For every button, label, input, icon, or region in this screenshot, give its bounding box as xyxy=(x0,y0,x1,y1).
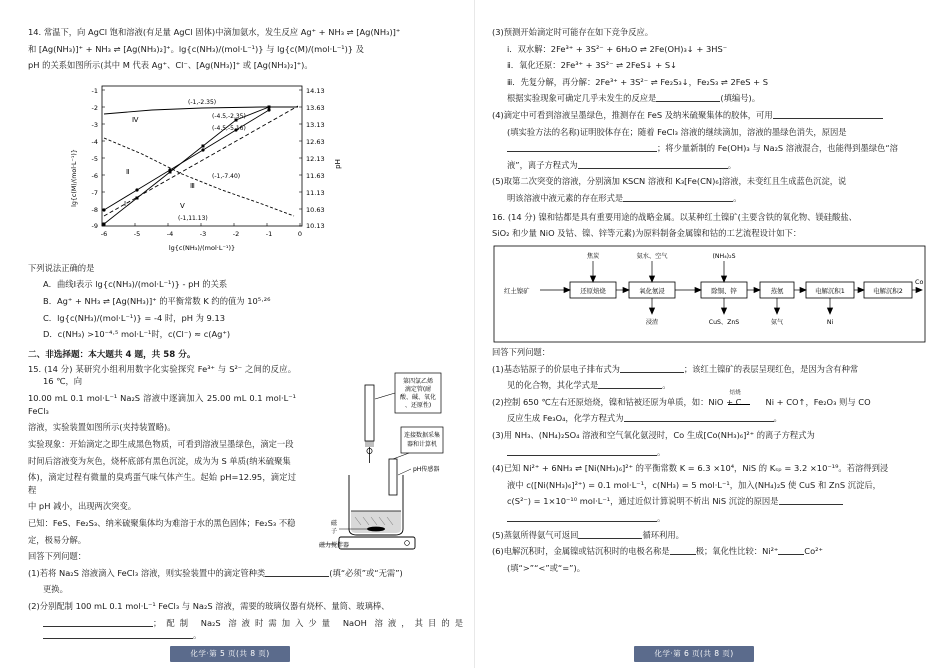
svg-text:10.13: 10.13 xyxy=(306,221,325,230)
svg-text:子: 子 xyxy=(331,527,338,535)
question-14-line2: 和 [Ag(NH₃)]⁺ + NH₃ ⇌ [Ag(NH₃)₂]⁺。lg{c(NH₃)/(mol·L⁻¹)} 与 lg{c(M)/(mol·L⁻¹)} 及 xyxy=(28,43,365,54)
svg-text:11.63: 11.63 xyxy=(306,171,325,180)
question-16-sub4-end: 。 xyxy=(657,513,666,524)
reaction-iii: ⅲ．先复分解，再分解：2Fe³⁺ + 3S²⁻ ⇌ Fe₂S₃↓，Fe₂S₃ ⇌ 2FeS + S xyxy=(507,76,768,87)
question-16-sub4-line3 xyxy=(492,495,927,508)
question-15-sub4 xyxy=(492,109,927,122)
question-16-sub2-end: 。 xyxy=(773,413,782,424)
question-15-line1 xyxy=(28,363,296,388)
svg-text:-3: -3 xyxy=(91,120,98,129)
question-16-sub4-text3: c(S²⁻) = 1×10⁻¹⁰ mol·L⁻¹，通过近似计算说明不析出 NiS 沉淀的原因是 xyxy=(507,496,779,507)
apparatus-svg xyxy=(291,359,469,555)
svg-text:电解沉积2: 电解沉积2 xyxy=(873,286,903,295)
question-16-sub2-text: (2)控制 650 ℃左右还原焙烧，镍和钴被还原为单质，如：NiO + C xyxy=(492,396,742,407)
answer-blank[interactable] xyxy=(265,568,329,577)
question-15-sub4-text4: 液”，离子方程式为 xyxy=(507,159,578,170)
question-14-option-a: A．曲线Ⅰ表示 lg{c(NH₃)/(mol·L⁻¹)} - pH 的关系 xyxy=(43,279,228,290)
answer-blank[interactable] xyxy=(507,143,657,152)
question-16-line2: SiO₂ 和少量 NiO 及钴、镍、锌等元素)为原料制备金属镍和钴的工艺流程设计如下： xyxy=(492,228,802,239)
question-16-sub5 xyxy=(492,529,927,542)
svg-text:除铜、锌: 除铜、锌 xyxy=(711,286,737,295)
svg-text:14.13: 14.13 xyxy=(306,86,325,95)
question-15-sub4-text3: ；将少量新制的 Fe(OH)₃ 与 Na₂S 溶液混合，也能得到墨绿色“溶 xyxy=(657,143,898,154)
question-16-sub5-end: 循环利用。 xyxy=(642,529,684,540)
question-16-sub6 xyxy=(492,545,927,558)
flowchart-svg xyxy=(492,244,927,344)
question-15-sub5-line2 xyxy=(492,192,927,205)
question-16-sub4-line2: 液中 c([Ni(NH₃)₆]²⁺) = 0.1 mol·L⁻¹，c(NH₃) = 5 mol·L⁻¹，加入(NH₄)₂S 使 CuS 和 ZnS 沉淀后， xyxy=(507,479,881,490)
svg-text:13.13: 13.13 xyxy=(306,120,325,129)
question-15-answer-title: 回答下列问题： xyxy=(28,551,87,562)
svg-text:0: 0 xyxy=(297,229,303,238)
question-16-sub1-text: (1)基态钴原子的价层电子排布式为 xyxy=(492,363,620,374)
svg-text:还原焙烧: 还原焙烧 xyxy=(580,286,606,295)
svg-text:pH: pH xyxy=(334,158,342,169)
question-16-sub1-end: 。 xyxy=(662,380,671,391)
svg-text:-6: -6 xyxy=(91,171,98,180)
question-15-sub4-line4 xyxy=(492,159,927,172)
question-15-score: (14 分) xyxy=(44,363,73,374)
svg-text:Ni: Ni xyxy=(826,318,834,326)
question-15-sub5-text: 明该溶液中液元素的存在形式是 xyxy=(507,193,624,204)
question-14-chart xyxy=(62,78,362,258)
question-15-exp-line3: 体)，滴定过程有微量的臭鸡蛋气味气体产生。起始 pH=12.95，滴定过程 xyxy=(28,472,296,495)
answer-blank[interactable] xyxy=(578,160,728,169)
svg-text:-1: -1 xyxy=(265,229,273,238)
question-15-known2: 定，极易分解。 xyxy=(28,534,87,545)
question-16-line1 xyxy=(492,211,927,224)
svg-text:Ⅴ: Ⅴ xyxy=(180,201,185,210)
question-15-sub1-text: (1)若将 Na₂S 溶液滴入 FeCl₃ 溶液，则实验装置中的滴定管种类 xyxy=(28,567,266,578)
svg-text:(-4.5,-5.16): (-4.5,-5.16) xyxy=(212,124,246,132)
question-16-sub1-hint: ；该红土镍矿的表层呈现红色，是因为含有种常 xyxy=(683,363,859,374)
question-15-exp-line2: 时间后溶液变为灰色，烧杯底部有黑色沉淀，成为为 S 单质(纳米硫聚集 xyxy=(28,455,291,466)
question-15-sub1-cont: 更换。 xyxy=(43,584,68,595)
svg-text:-4: -4 xyxy=(166,229,174,238)
reaction-ii: ⅱ．氧化还原：2Fe³⁺ + 3S²⁻ ⇌ 2FeS↓ + S↓ xyxy=(507,60,678,71)
svg-text:12.13: 12.13 xyxy=(306,154,325,163)
answer-blank[interactable] xyxy=(778,546,804,555)
svg-text:CuS、ZnS: CuS、ZnS xyxy=(708,318,740,326)
question-16-sub6-cont: (填“>”“<”或“=”)。 xyxy=(507,562,586,573)
svg-text:红土镍矿: 红土镍矿 xyxy=(504,286,530,295)
question-15-sub3: (3)预测开始滴定时可能存在如下竞争反应。 xyxy=(492,27,654,37)
svg-text:11.13: 11.13 xyxy=(306,188,325,197)
answer-blank[interactable] xyxy=(670,546,696,555)
right-column xyxy=(482,0,937,668)
answer-blank[interactable] xyxy=(656,93,720,102)
svg-text:(-1,11.13): (-1,11.13) xyxy=(178,214,208,222)
question-15-sub2-hint: ；配制 Na₂S 溶液时需加入少量 NaOH 溶液，其目的是 xyxy=(153,617,463,628)
svg-text:(-1,-2.35): (-1,-2.35) xyxy=(188,98,217,106)
chart-svg xyxy=(62,78,362,258)
svg-text:-4: -4 xyxy=(91,137,98,146)
exp-title: 实验现象： xyxy=(28,438,70,449)
question-14-option-d: D．c(NH₃) >10⁻⁴·⁵ mol·L⁻¹时，c(Cl⁻) ≈ c(Ag⁺) xyxy=(43,329,231,340)
svg-text:滴定管(耐: 滴定管(耐 xyxy=(404,385,432,393)
section-2-title: 二、非选择题：本大题共 4 题，共 58 分。 xyxy=(28,349,196,360)
question-16-sub3-cont xyxy=(492,446,927,459)
svg-text:pH传感器: pH传感器 xyxy=(413,465,440,473)
left-column xyxy=(18,0,473,668)
svg-text:-8: -8 xyxy=(91,205,98,214)
svg-text:(NH₄)₂S: (NH₄)₂S xyxy=(712,252,736,260)
answer-blank[interactable] xyxy=(43,618,153,627)
question-15-sub1 xyxy=(28,567,463,580)
question-16-sub6-text3: Co²⁺ xyxy=(804,546,823,557)
svg-text:-3: -3 xyxy=(199,229,207,238)
question-15-exp-line1 xyxy=(28,438,296,451)
svg-text:磁: 磁 xyxy=(331,519,338,527)
svg-text:-7: -7 xyxy=(91,188,98,197)
svg-text:焦炭: 焦炭 xyxy=(586,252,600,260)
question-15-sub4-text2: (填实验方法的名称)证明胶体存在；随着 FeCl₃ 溶液的继续滴加，溶液的墨绿色消失，原因是 xyxy=(507,126,847,137)
apparatus-figure xyxy=(291,359,469,555)
answer-blank[interactable] xyxy=(43,630,193,639)
svg-text:-5: -5 xyxy=(91,154,98,163)
reaction-i: ⅰ．双水解：2Fe³⁺ + 3S²⁻ + 6H₂O ⇌ 2Fe(OH)₃↓ + 3HS⁻ xyxy=(507,43,728,54)
footer-left: 化学·第 5 页(共 8 页) xyxy=(170,646,290,662)
answer-blank[interactable] xyxy=(623,193,733,202)
question-16-sub5-text: (5)蒸氨所得氨气可返回 xyxy=(492,529,579,540)
question-16-sub2: (2)控制 650 ℃左右还原焙烧，镍和钴被还原为单质，如：NiO + C 焙烧 Ni + CO↑，Fe₂O₃ 则与 CO xyxy=(492,389,871,407)
question-15-sub5: (5)取第二次突变的溶液，分别滴加 KSCN 溶液和 K₃[Fe(CN)₆]溶液，未变红且生成蓝色沉淀，说 xyxy=(492,176,847,187)
question-16-sub2-cont xyxy=(492,412,927,425)
svg-text:Co: Co xyxy=(915,277,924,286)
question-16-score: (14 分) xyxy=(507,211,536,222)
question-16-sub3 xyxy=(492,429,927,442)
svg-text:电解沉积1: 电解沉积1 xyxy=(815,286,845,295)
question-16-answer-title: 回答下列问题： xyxy=(492,346,551,357)
question-14-line1 xyxy=(28,26,463,39)
svg-text:酸、碱、氧化: 酸、碱、氧化 xyxy=(399,393,437,401)
question-16-sub1 xyxy=(492,363,927,376)
svg-text:-2: -2 xyxy=(232,229,240,238)
svg-text:lg{c(NH₃)/(mol·L⁻¹)}: lg{c(NH₃)/(mol·L⁻¹)} xyxy=(168,243,236,252)
svg-text:-5: -5 xyxy=(133,229,141,238)
question-16-flowchart xyxy=(492,244,927,344)
question-14-number: 14. xyxy=(28,27,42,37)
question-16-sub1-cont xyxy=(492,379,927,392)
question-15-line2: 10.00 mL 0.1 mol·L⁻¹ Na₂S 溶液中逐滴加入 25.00 mL 0.1 mol·L⁻¹ FeCl₃ xyxy=(28,393,296,416)
question-16-sub6-text2: 极；氧化性比较：Ni²⁺ xyxy=(695,546,779,557)
svg-text:磁力搅拌器: 磁力搅拌器 xyxy=(319,541,350,549)
svg-text:连接数据采集: 连接数据采集 xyxy=(403,431,441,439)
question-15-sub5-end: 。 xyxy=(733,193,742,204)
svg-text:lg{c(M)/(mol·L⁻¹)}: lg{c(M)/(mol·L⁻¹)} xyxy=(71,148,78,207)
question-16-sub4: (4)已知 Ni²⁺ + 6NH₃ ⇌ [Ni(NH₃)₆]²⁺ 的平衡常数 K = 6.3 ×10⁴，NiS 的 Kₛₚ = 3.2 ×10⁻¹⁹。若溶得到浸 xyxy=(492,463,889,474)
svg-text:Ⅲ: Ⅲ xyxy=(190,181,195,190)
svg-text:(-1,-7.40): (-1,-7.40) xyxy=(212,172,241,180)
svg-text:Ⅰ: Ⅰ xyxy=(124,199,127,208)
question-16-sub2-text3: 反应生成 Fe₃O₄，化学方程式为 xyxy=(507,413,624,424)
question-16-sub3-text: (3)用 NH₃、(NH₄)₂SO₄ 溶液和空气氧化氨浸时，Co 生成[Co(NH₃)₆]²⁺ 的离子方程式为 xyxy=(492,429,815,440)
question-15-number: 15. xyxy=(28,363,42,374)
question-15-sub3-conclusion xyxy=(492,92,927,105)
question-15-line3: 溶液，实验装置如图所示(夹持装置略)。 xyxy=(28,422,176,433)
question-15-sub4-end: 。 xyxy=(727,159,736,170)
question-16-sub4-line4 xyxy=(492,512,927,525)
svg-text:氧化氨浸: 氧化氨浸 xyxy=(639,286,665,295)
question-15-sub2 xyxy=(28,600,463,613)
svg-text:氨水、空气: 氨水、空气 xyxy=(636,252,668,260)
question-16-sub3-end: 。 xyxy=(657,446,666,457)
answer-blank[interactable] xyxy=(620,364,684,373)
exp-line1: 开始滴定之即生成黑色物质，可看到溶液呈墨绿色，滴定一段 xyxy=(69,438,294,449)
svg-text:Ⅱ: Ⅱ xyxy=(126,167,130,176)
answer-blank[interactable] xyxy=(624,413,774,422)
svg-text:-6: -6 xyxy=(100,229,108,238)
svg-text:浸渣: 浸渣 xyxy=(645,318,659,326)
question-14-option-b: B．Ag⁺ + NH₃ ⇌ [Ag(NH₃)]⁺ 的平衡常数 K 约的值为 10⁵·²⁶ xyxy=(43,296,271,307)
question-16-body1: 镍和钴都是具有重要用途的战略金属。以某种红土镍矿(主要含铁的氧化物、镁硅酸盐、 xyxy=(538,211,857,222)
answer-blank[interactable] xyxy=(779,496,843,505)
svg-text:(-4.5,-2.35): (-4.5,-2.35) xyxy=(212,112,246,120)
svg-text:、还原性): 、还原性) xyxy=(404,401,432,409)
question-15-known1: 已知：FeS、Fe₂S₃、纳米硫聚集体均为难溶于水的黑色固体；Fe₂S₃ 不稳 xyxy=(28,517,296,528)
column-divider xyxy=(474,0,475,668)
question-15-sub1-hint: (填“必须”或“无需”) xyxy=(329,567,403,578)
question-16-sub2-text2: Ni + CO↑，Fe₂O₃ 则与 CO xyxy=(765,396,871,407)
svg-text:器和计算机: 器和计算机 xyxy=(406,440,438,448)
question-14-prompt: 下列说法正确的是 xyxy=(28,262,95,273)
question-14-line3: pH 的关系如图所示(其中 M 代表 Ag⁺、Cl⁻、[Ag(NH₃)]⁺ 或 [Ag(NH₃)₂]⁺)。 xyxy=(28,60,313,71)
question-16-sub6-text: (6)电解沉积时，金属镍或钴沉积时的电极名称是 xyxy=(492,546,670,557)
answer-blank[interactable] xyxy=(773,110,883,119)
question-14-body1: 常温下，向 AgCl 饱和溶液(有足量 AgCl 固体)中滴加氨水，发生反应 Ag⁺ + NH₃ ⇌ [Ag(NH₃)]⁺ xyxy=(43,27,401,37)
svg-text:氨气: 氨气 xyxy=(770,318,784,326)
svg-text:第四氯乙烯: 第四氯乙烯 xyxy=(402,377,434,385)
answer-blank[interactable] xyxy=(598,380,662,389)
svg-text:13.63: 13.63 xyxy=(306,103,325,112)
svg-text:-1: -1 xyxy=(91,86,98,95)
footer-right: 化学·第 6 页(共 8 页) xyxy=(634,646,754,662)
answer-blank[interactable] xyxy=(507,447,657,456)
svg-text:蒸氨: 蒸氨 xyxy=(770,286,784,295)
answer-blank[interactable] xyxy=(507,513,657,522)
question-15-sub2-cont: ；配制 Na₂S 溶液时需加入少量 NaOH 溶液，其目的是。 xyxy=(28,617,463,642)
svg-text:10.63: 10.63 xyxy=(306,205,325,214)
question-15-sub3-text: 根据实验现象可确定几乎未发生的反应是 xyxy=(507,93,657,104)
svg-text:12.63: 12.63 xyxy=(306,137,325,146)
question-15-sub4-line3 xyxy=(492,142,927,155)
answer-blank[interactable] xyxy=(578,530,642,539)
question-16-sub1-text2: 见的化合物，其化学式是 xyxy=(507,380,599,391)
reaction-arrow-icon xyxy=(728,398,750,405)
question-15-exp-line4: 中 pH 减小，出现两次突变。 xyxy=(28,501,137,512)
question-16-number: 16. xyxy=(492,211,506,222)
svg-text:-9: -9 xyxy=(91,221,98,230)
question-15-sub2-text: (2)分别配制 100 mL 0.1 mol·L⁻¹ FeCl₃ 与 Na₂S 溶液，需要的玻璃仪器有烧杯、量筒、玻璃棒、 xyxy=(28,601,390,612)
question-15-sub4-line2 xyxy=(492,126,927,139)
svg-text:Ⅳ: Ⅳ xyxy=(132,115,139,124)
question-14-option-c: C．lg{c(NH₃)/(mol·L⁻¹)} = -4 时，pH 为 9.13 xyxy=(43,312,226,323)
svg-text:-2: -2 xyxy=(91,103,98,112)
question-15-sub4-text: (4)滴定中可看到溶液呈墨绿色，推测存在 FeS 及纳米硫聚集体的胶体，可用 xyxy=(492,110,773,121)
question-15-body1: 某研究小组利用数字化实验探究 Fe³⁺ 与 S²⁻ 之间的反应。16 ℃，向 xyxy=(43,363,297,387)
question-15-sub3-hint: (填编号)。 xyxy=(720,93,761,104)
